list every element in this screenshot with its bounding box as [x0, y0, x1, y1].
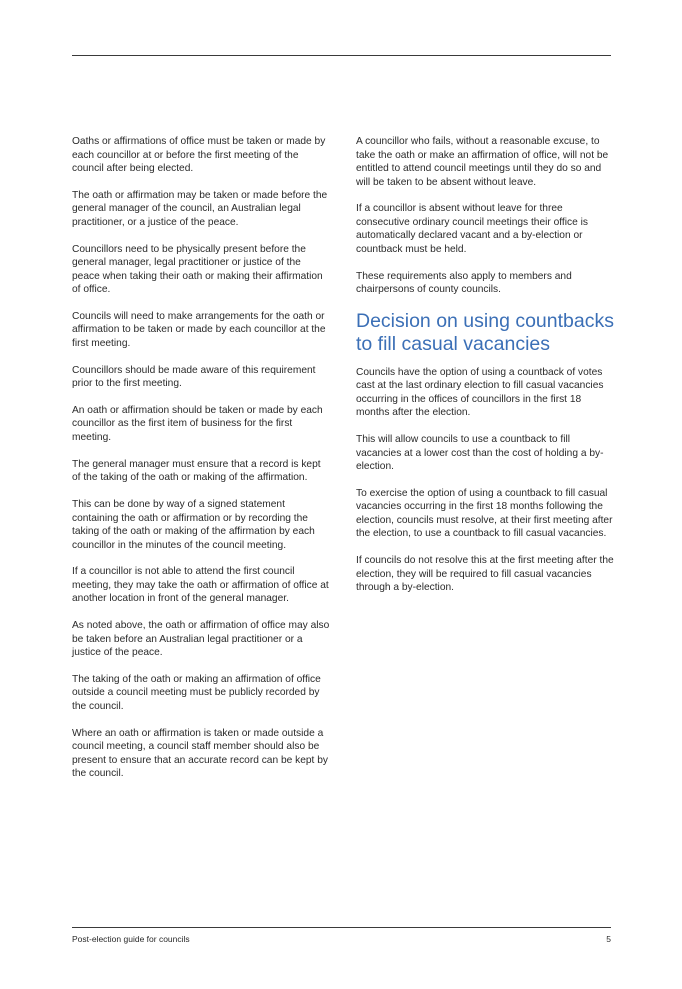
- body-paragraph: Councils have the option of using a countback of votes cast at the last ordinary election to fill casual vacancies occurring in the offices of councillors in the first 18 months after the election.: [356, 366, 604, 419]
- body-paragraph: To exercise the option of using a countback to fill casual vacancies occurring in the first 18 months following the election, councils must resolve, at their first meeting after the election, to use a countback to fill casual vacancies.: [356, 487, 613, 540]
- body-paragraph: Where an oath or affirmation is taken or made outside a council meeting, a council staff member should also be present to ensure that an accurate record can be kept by the council.: [72, 727, 328, 780]
- footer-page-number: 5: [606, 934, 611, 944]
- body-paragraph: The oath or affirmation may be taken or made before the general manager of the council, an Australian legal practitioner, or a justice of the peace.: [72, 189, 328, 228]
- body-paragraph: Councillors should be made aware of this requirement prior to the first meeting.: [72, 364, 316, 390]
- body-paragraph: The taking of the oath or making an affirmation of office outside a council meeting must be publicly recorded by the council.: [72, 673, 321, 712]
- body-paragraph: An oath or affirmation should be taken or made by each councillor as the first item of business for the first meeting.: [72, 404, 323, 443]
- footer-document-title: Post-election guide for councils: [72, 934, 190, 944]
- section-heading: Decision on using countbacks to fill casual vacancies: [356, 309, 614, 355]
- header-rule: [72, 55, 611, 56]
- body-paragraph: If a councillor is not able to attend the first council meeting, they may take the oath or affirmation of office at another location in front of the general manager.: [72, 566, 329, 605]
- body-paragraph: These requirements also apply to members and chairpersons of county councils.: [356, 270, 572, 296]
- body-paragraph: If councils do not resolve this at the first meeting after the election, they will be required to fill casual vacancies through a by-election.: [356, 555, 614, 594]
- body-paragraph: Oaths or affirmations of office must be taken or made by each councillor at or before the first meeting of the council after being elected.: [72, 136, 326, 174]
- body-paragraph: This will allow councils to use a countback to fill vacancies at a lower cost than the cost of holding a by-election.: [356, 434, 604, 473]
- body-paragraph: The general manager must ensure that a record is kept of the taking of the oath or making of the affirmation.: [72, 458, 321, 484]
- body-paragraph: As noted above, the oath or affirmation of office may also be taken before an Australian legal practitioner or a justice of the peace.: [72, 620, 330, 659]
- left-column: [72, 135, 330, 794]
- footer-rule: [72, 927, 611, 928]
- body-paragraph: Councillors need to be physically present before the general manager, legal practitioner or justice of the peace when taking their oath or making their affirmation of office.: [72, 243, 323, 296]
- right-column: [356, 135, 614, 608]
- body-paragraph: A councillor who fails, without a reasonable excuse, to take the oath or make an affirmation of office, will not be entitled to attend council meetings until they do so and will be taken to be absent without leave.: [356, 136, 609, 188]
- body-paragraph: If a councillor is absent without leave for three consecutive ordinary council meetings their office is automatically declared vacant and a by-election or countback must be held.: [356, 203, 588, 255]
- body-paragraph: Councils will need to make arrangements for the oath or affirmation to be taken or made by each councillor at the first meeting.: [72, 310, 326, 349]
- body-paragraph: This can be done by way of a signed statement containing the oath or affirmation or by recording the taking of the oath or making of the affirmation by each councillor in the minutes of the council meeting.: [72, 499, 315, 551]
